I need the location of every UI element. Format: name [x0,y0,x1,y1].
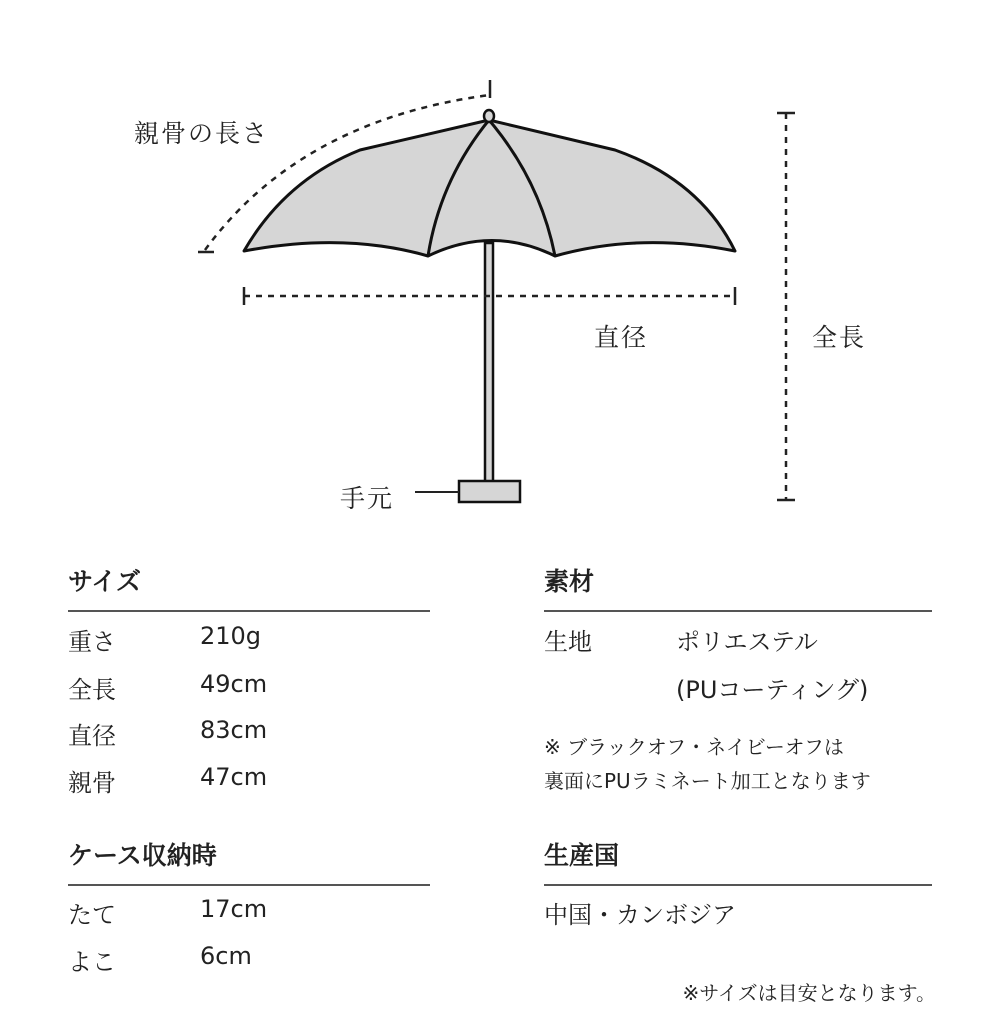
material-note-line2: 裏面にPUラミネート加工となります [544,769,871,793]
material-fabric-coating: (PUコーティング) [676,676,869,704]
case-row-value: 6cm [200,942,252,970]
size-row-label: 親骨 [68,769,116,797]
material-section [544,562,932,612]
material-note-line1: ※ ブラックオフ・ネイビーオフは [544,735,844,759]
case-section-title: ケース収納時 [68,841,217,870]
material-fabric-label: 生地 [544,628,592,656]
size-row-value: 210g [200,622,262,650]
diameter-label: 直径 [594,323,649,352]
size-section [68,562,430,612]
handle-label: 手元 [340,484,395,513]
size-row-label: 全長 [68,676,116,704]
size-row-value: 49cm [200,670,268,698]
umbrella-handle [459,481,520,502]
case-section [68,836,430,886]
material-section-title: 素材 [544,567,595,596]
case-section-divider [68,884,430,886]
case-row-value: 17cm [200,895,268,923]
umbrella-canopy [244,120,735,256]
size-row-label: 重さ [68,628,116,656]
material-section-divider [544,610,932,612]
case-row-label: たて [68,901,116,929]
origin-section-divider [544,884,932,886]
size-row-value: 47cm [200,763,268,791]
umbrella-tip [484,110,494,122]
total-length-label: 全長 [812,323,867,352]
size-row-value: 83cm [200,716,268,744]
footer-note: ※サイズは目安となります。 [682,981,936,1005]
case-row-label: よこ [68,948,116,976]
origin-value: 中国・カンボジア [544,901,736,929]
size-section-title: サイズ [68,567,142,596]
material-fabric-value: ポリエステル [676,628,818,656]
size-section-divider [68,610,430,612]
origin-section-title: 生産国 [544,841,620,870]
umbrella-shaft [485,243,493,483]
size-row-label: 直径 [68,722,116,750]
origin-section [544,836,932,886]
rib-length-label: 親骨の長さ [134,119,270,148]
